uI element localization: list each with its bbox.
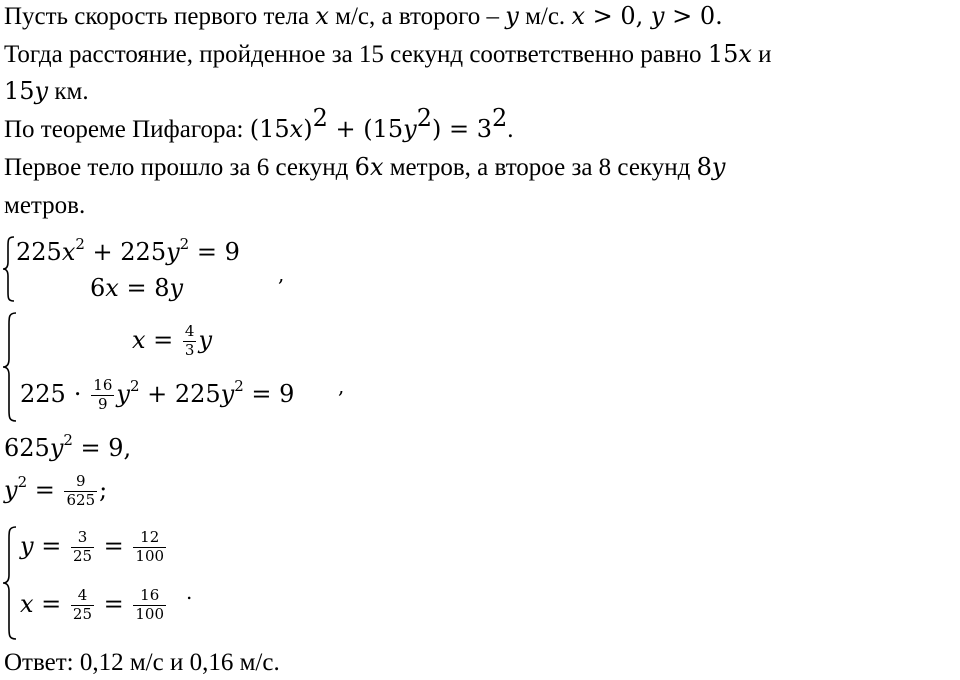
math-exponent: 2 (129, 376, 140, 395)
fraction-denominator: 9 (98, 394, 108, 413)
math-number: 8 (696, 153, 712, 181)
fraction-numerator: 3 (71, 530, 94, 548)
math-exponent: 2 (234, 376, 244, 395)
fraction (133, 530, 166, 565)
math-expression: = 9, (72, 434, 132, 462)
text-segment: . (507, 116, 514, 143)
math-variable: x (315, 2, 329, 30)
math-expression: = (33, 589, 69, 618)
math-variable: y (49, 434, 64, 462)
text-segment: Первое тело прошло за 6 секунд (4, 154, 355, 181)
text-line-2 (4, 42, 772, 72)
punctuation: , (338, 374, 345, 398)
math-variable: x (61, 238, 76, 266)
text-line-1 (4, 4, 723, 34)
math-expression: 225 ⋅ (20, 379, 90, 408)
punctuation: , (278, 262, 285, 286)
punctuation: . (186, 580, 193, 604)
math-expression: + 225 (139, 379, 221, 408)
fraction (133, 588, 166, 623)
math-exponent: 2 (17, 472, 28, 491)
math-variable: x (105, 274, 119, 302)
text-segment: км. (48, 78, 89, 105)
equation-line (90, 276, 183, 300)
fraction (71, 530, 94, 565)
text-line-4 (4, 104, 514, 147)
text-segment: м/с, а второго – (328, 3, 506, 30)
equation-line (20, 378, 294, 413)
equation-system-3 (0, 526, 220, 642)
math-variable: y (20, 531, 34, 560)
math-variable: y (220, 379, 235, 408)
math-expression: > 0. (664, 2, 723, 30)
math-variable: y (34, 77, 49, 105)
text-line-5 (4, 155, 725, 185)
text-line-6 (4, 193, 85, 223)
math-number: 225 (16, 238, 62, 266)
math-expression: = 9 (243, 379, 295, 408)
math-exponent: 2 (312, 104, 328, 132)
math-expression: + 225 (84, 238, 167, 266)
math-expression: = (145, 325, 181, 354)
math-exponent: 2 (63, 431, 73, 449)
math-expression: = 9 (189, 238, 240, 266)
fraction-numerator: 16 (93, 376, 113, 394)
math-expression: = (27, 475, 63, 504)
math-variable: y (166, 238, 180, 266)
fraction-denominator: 100 (135, 604, 165, 623)
fraction-denominator: 25 (72, 546, 93, 565)
math-variable: y (650, 2, 665, 30)
fraction-numerator: 4 (71, 588, 94, 606)
text-segment: м/с. (518, 3, 572, 30)
equation-line (20, 530, 168, 565)
math-exponent: 2 (75, 235, 85, 253)
equation-system-2 (0, 312, 360, 424)
fraction-numerator: 12 (133, 530, 166, 548)
math-variable: y (505, 2, 519, 30)
brace-icon (2, 526, 18, 640)
math-expression: = (33, 531, 69, 560)
math-variable: x (738, 40, 752, 68)
equation-result-2 (4, 474, 107, 509)
answer-text: Ответ: 0,12 м/с и 0,16 м/с. (4, 649, 280, 676)
fraction (91, 378, 114, 413)
math-exponent: 2 (491, 104, 508, 132)
math-expression: = (96, 589, 132, 618)
math-expression: > 0, (584, 2, 651, 30)
math-number: 15 (4, 77, 35, 105)
text-segment: метров. (4, 192, 86, 219)
fraction-denominator: 3 (184, 340, 195, 359)
math-variable: y (116, 379, 130, 408)
text-segment: Тогда расстояние, пройденное за 15 секунд соответственно равно (4, 41, 708, 68)
math-variable: y (169, 274, 184, 302)
fraction-numerator: 9 (64, 474, 97, 492)
fraction-denominator: 100 (135, 546, 165, 565)
math-number: 625 (4, 434, 50, 462)
fraction-denominator: 25 (72, 604, 93, 623)
text-segment: Пусть скорость первого тела (4, 3, 316, 30)
text-segment: По теореме Пифагора: (4, 116, 250, 143)
equation-line (132, 324, 212, 359)
text-segment: и (751, 41, 772, 68)
math-variable: x (289, 115, 304, 143)
brace-icon (2, 312, 18, 422)
math-variable: y (711, 153, 726, 181)
answer-line (4, 650, 280, 680)
math-number: 15 (707, 40, 739, 68)
math-exponent: 2 (416, 104, 432, 132)
math-variable: x (132, 325, 146, 354)
math-variable: x (571, 2, 585, 30)
math-variable: y (198, 325, 213, 354)
math-number: 6 (354, 153, 370, 181)
math-expression: + (15 (327, 115, 404, 143)
equation-line (16, 235, 240, 266)
brace-icon (2, 236, 16, 302)
fraction (71, 588, 94, 623)
fraction (64, 474, 97, 509)
text-line-3 (4, 79, 89, 109)
equation-result-1 (4, 431, 132, 462)
math-expression: ) = 3 (431, 115, 492, 143)
math-expression: = 8 (118, 274, 170, 302)
math-variable: x (20, 589, 34, 618)
text-segment: метров, а второе за 8 секунд (383, 154, 697, 181)
punctuation: ; (99, 475, 108, 504)
math-variable: y (4, 475, 18, 504)
fraction (183, 324, 197, 359)
math-variable: y (403, 115, 417, 143)
equation-system-1 (0, 236, 300, 306)
math-exponent: 2 (179, 235, 190, 253)
fraction-numerator: 4 (184, 322, 195, 340)
math-expression: (15 (249, 115, 290, 143)
math-expression: ) (303, 115, 313, 143)
math-expression: = (96, 531, 132, 560)
math-variable: x (369, 153, 384, 181)
equation-line (20, 588, 168, 623)
math-number: 6 (90, 274, 106, 302)
fraction-numerator: 16 (133, 588, 166, 606)
fraction-denominator: 625 (66, 490, 96, 509)
